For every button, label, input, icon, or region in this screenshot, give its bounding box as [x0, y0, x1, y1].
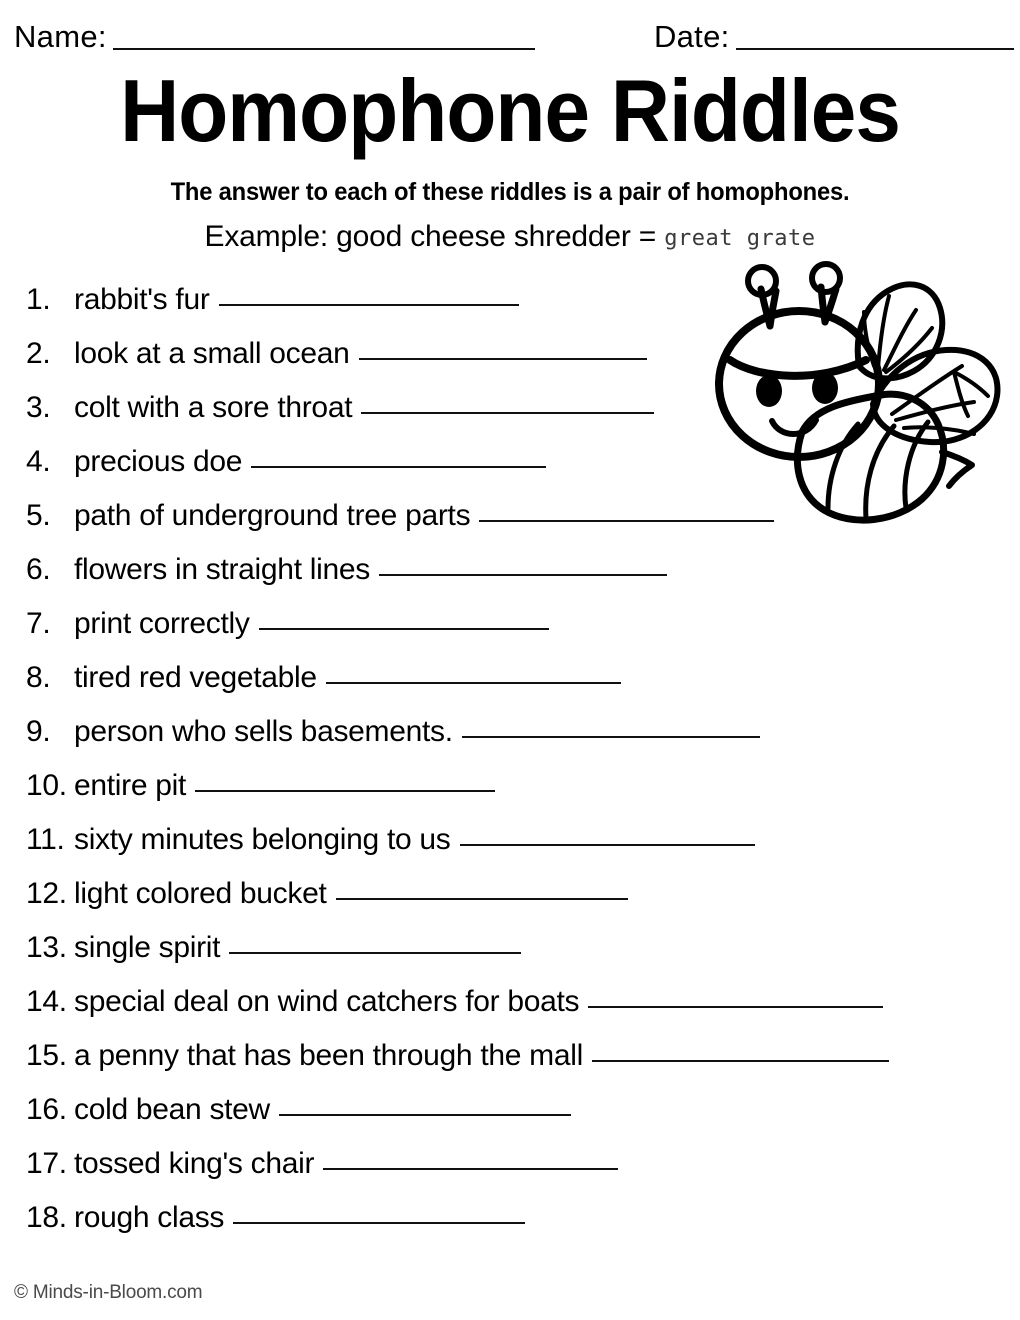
riddle-row: [26, 391, 986, 445]
riddle-row: [26, 337, 986, 391]
riddle-clue: entire pit: [74, 769, 187, 802]
riddle-number: 15.: [26, 1039, 67, 1072]
riddle-clue: a penny that has been through the mall: [74, 1039, 583, 1072]
riddle-list: [26, 283, 986, 1255]
riddle-row: [26, 715, 986, 769]
riddle-clue: light colored bucket: [74, 877, 327, 910]
riddle-number: 12.: [26, 877, 67, 910]
riddle-number: 10.: [26, 769, 67, 802]
riddle-row: [26, 283, 986, 337]
riddle-row: [26, 661, 986, 715]
riddle-row: [26, 607, 986, 661]
riddle-number: 16.: [26, 1093, 67, 1126]
riddle-answer-blank[interactable]: [195, 789, 495, 792]
riddle-answer-blank[interactable]: [588, 1005, 883, 1008]
riddle-answer-blank[interactable]: [233, 1221, 525, 1224]
riddle-number: 7.: [26, 607, 51, 640]
riddle-answer-blank[interactable]: [229, 951, 521, 954]
riddle-row: [26, 1147, 986, 1201]
riddle-number: 9.: [26, 715, 51, 748]
date-label: Date:: [653, 19, 730, 54]
copyright-footer: © Minds-in-Bloom.com: [14, 1282, 203, 1303]
riddle-answer-blank[interactable]: [251, 465, 546, 468]
riddle-answer-blank[interactable]: [379, 573, 667, 576]
riddle-clue: tossed king's chair: [74, 1147, 315, 1180]
name-write-line[interactable]: [113, 47, 535, 50]
riddle-clue: cold bean stew: [74, 1093, 270, 1126]
riddle-row: [26, 499, 986, 553]
riddle-row: [26, 823, 986, 877]
riddle-answer-blank[interactable]: [259, 627, 549, 630]
riddle-number: 2.: [26, 337, 51, 370]
riddle-answer-blank[interactable]: [219, 303, 519, 306]
riddle-answer-blank[interactable]: [336, 897, 628, 900]
page-title: Homophone Riddles: [120, 61, 900, 160]
riddle-clue: sixty minutes belonging to us: [74, 823, 451, 856]
riddle-row: [26, 1093, 986, 1147]
riddle-number: 8.: [26, 661, 51, 694]
riddle-number: 6.: [26, 553, 51, 586]
riddle-clue: person who sells basements.: [74, 715, 453, 748]
riddle-clue: tired red vegetable: [74, 661, 317, 694]
riddle-row: [26, 553, 986, 607]
riddle-row: [26, 1039, 986, 1093]
riddle-clue: single spirit: [74, 931, 221, 964]
riddle-number: 11.: [26, 823, 65, 856]
example-prompt: Example: good cheese shredder =: [204, 220, 657, 253]
riddle-answer-blank[interactable]: [326, 681, 621, 684]
riddle-row: [26, 769, 986, 823]
riddle-answer-blank[interactable]: [361, 411, 654, 414]
riddle-clue: flowers in straight lines: [74, 553, 370, 586]
date-write-line[interactable]: [736, 47, 1014, 50]
riddle-clue: colt with a sore throat: [74, 391, 353, 424]
riddle-row: [26, 1201, 986, 1255]
riddle-answer-blank[interactable]: [359, 357, 647, 360]
name-date-row: [14, 10, 1014, 54]
riddle-clue: path of underground tree parts: [74, 499, 471, 532]
instructions-text: The answer to each of these riddles is a pair of homophones.: [170, 178, 850, 206]
riddle-clue: look at a small ocean: [74, 337, 350, 370]
example-line: [0, 220, 1020, 254]
riddle-answer-blank[interactable]: [479, 519, 774, 522]
riddle-clue: special deal on wind catchers for boats: [74, 985, 580, 1018]
riddle-number: 17.: [26, 1147, 67, 1180]
name-label: Name:: [14, 19, 107, 54]
riddle-row: [26, 877, 986, 931]
riddle-number: 3.: [26, 391, 51, 424]
riddle-answer-blank[interactable]: [592, 1059, 889, 1062]
riddle-row: [26, 445, 986, 499]
riddle-number: 13.: [26, 931, 67, 964]
riddle-number: 1.: [26, 283, 51, 316]
riddle-clue: print correctly: [74, 607, 250, 640]
riddle-number: 18.: [26, 1201, 67, 1234]
riddle-row: [26, 931, 986, 985]
riddle-number: 5.: [26, 499, 51, 532]
riddle-answer-blank[interactable]: [462, 735, 760, 738]
riddle-answer-blank[interactable]: [279, 1113, 571, 1116]
riddle-answer-blank[interactable]: [323, 1167, 618, 1170]
riddle-answer-blank[interactable]: [460, 843, 755, 846]
riddle-row: [26, 985, 986, 1039]
example-answer: great grate: [664, 226, 816, 251]
riddle-clue: rough class: [74, 1201, 225, 1234]
riddle-clue: precious doe: [74, 445, 243, 478]
riddle-number: 14.: [26, 985, 67, 1018]
riddle-clue: rabbit's fur: [74, 283, 210, 316]
riddle-number: 4.: [26, 445, 51, 478]
